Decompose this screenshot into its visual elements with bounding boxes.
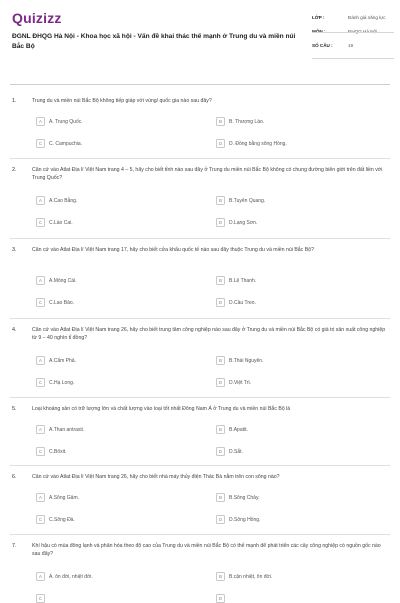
option-letter: D — [216, 139, 225, 148]
question-text: Khí hậu có mùa đông lạnh và phân hóa theo độ cao của Trung du và miền núi Bắc Bộ có thế mạnh để phát triển các cây công nghiệp có nguồn gốc nào sau đây? — [32, 543, 381, 557]
question-text: Trung du và miền núi Bắc Bộ không tiếp giáp với vùng/ quốc gia nào sau đây? — [32, 98, 212, 104]
option-text: C.Bôxit. — [49, 448, 67, 455]
option-letter: D — [216, 515, 225, 524]
option-text: B.Sông Chảy. — [229, 494, 260, 501]
option-b[interactable] — [216, 572, 272, 581]
option-b[interactable] — [216, 493, 259, 502]
option-text: C. Campuchia. — [49, 140, 83, 147]
option-d[interactable] — [216, 139, 287, 148]
option-text: D.Sông Hồng. — [229, 516, 261, 523]
option-letter: A — [36, 572, 45, 581]
meta-label: SỐ CÂU : — [312, 43, 333, 48]
option-text: A.Cẩm Phả. — [49, 357, 76, 364]
option-letter: C — [36, 594, 45, 603]
meta-row-count — [312, 43, 394, 49]
option-letter: D — [216, 218, 225, 227]
meta-divider — [312, 58, 394, 59]
option-letter: C — [36, 378, 45, 387]
option-c[interactable] — [36, 594, 49, 603]
option-a[interactable] — [36, 425, 84, 434]
worksheet-title: ĐGNL ĐHQG Hà Nội - Khoa học xã hội - Vấn đề khai thác thế mạnh ở Trung du và miền núi Bắc Bộ — [12, 33, 296, 50]
option-letter: A — [36, 117, 45, 126]
option-c[interactable] — [36, 298, 74, 307]
option-c[interactable] — [36, 515, 75, 524]
option-c[interactable] — [36, 378, 74, 387]
option-a[interactable] — [36, 572, 93, 581]
option-a[interactable] — [36, 356, 76, 365]
option-letter: C — [36, 515, 45, 524]
option-text: D.Lạng Sơn. — [229, 219, 258, 226]
option-b[interactable] — [216, 276, 256, 285]
question-number: 6. — [12, 474, 17, 480]
option-text: B.Lệ Thanh. — [229, 277, 257, 284]
option-a[interactable] — [36, 117, 83, 126]
question-text: Căn cứ vào Atlat Địa lí Việt Nam trang 4 – 5, hãy cho biết tỉnh nào sau đây ở Trung du miền núi Bắc Bộ không có chung đường biên giới trên đất liền với Trung Quốc? — [32, 167, 383, 181]
quizizz-logo: Quizizz — [12, 10, 62, 26]
question-number: 7. — [12, 543, 17, 549]
option-text: C.Hạ Long. — [49, 379, 75, 386]
option-text: D. Đồng bằng sông Hồng. — [229, 140, 287, 147]
option-letter: C — [36, 298, 45, 307]
option-c[interactable] — [36, 139, 82, 148]
option-text: A.Sông Gâm. — [49, 494, 80, 501]
option-letter: B — [216, 356, 225, 365]
question-number: 5. — [12, 406, 17, 412]
option-text: C.Lào Cai. — [49, 219, 73, 226]
option-letter: D — [216, 298, 225, 307]
option-a[interactable] — [36, 493, 79, 502]
question-divider — [10, 238, 390, 239]
option-letter: A — [36, 196, 45, 205]
option-text: A.Than antraxit. — [49, 426, 85, 433]
option-letter: D — [216, 378, 225, 387]
option-d[interactable] — [216, 594, 229, 603]
option-d[interactable] — [216, 378, 251, 387]
meta-label: LỚP : — [312, 15, 325, 20]
option-text: D.Sắt. — [229, 448, 243, 455]
option-text: D.Việt Trì. — [229, 379, 252, 386]
question-number: 4. — [12, 327, 17, 333]
question-divider — [10, 534, 390, 535]
question-text: Căn cứ vào Atlat Địa lí Việt Nam trang 17, hãy cho biết cửa khẩu quốc tế nào sau đây thuộc Trung du và miền núi Bắc Bộ? — [32, 247, 314, 253]
option-a[interactable] — [36, 276, 77, 285]
option-c[interactable] — [36, 447, 67, 456]
option-c[interactable] — [36, 218, 73, 227]
option-letter: B — [216, 196, 225, 205]
option-letter: C — [36, 139, 45, 148]
question-text: Căn cứ vào Atlat Địa lí Việt Nam trang 26, hãy cho biết trung tâm công nghiệp nào sau đây ở Trung du và miền núi Bắc Bộ có giá trị sản xuất công nghiệp từ 9 – 40 nghìn tỉ đồng? — [32, 327, 386, 341]
question-number: 2. — [12, 167, 17, 173]
option-text: B. Thượng Lào. — [229, 118, 265, 125]
option-text: A.Móng Cái. — [49, 277, 77, 284]
option-d[interactable] — [216, 447, 243, 456]
option-letter: A — [36, 493, 45, 502]
option-letter: B — [216, 276, 225, 285]
option-letter: D — [216, 594, 225, 603]
option-a[interactable] — [36, 196, 77, 205]
option-d[interactable] — [216, 298, 256, 307]
option-letter: D — [216, 447, 225, 456]
option-letter: A — [36, 425, 45, 434]
option-text: B.Thái Nguyên. — [229, 357, 264, 364]
option-letter: A — [36, 276, 45, 285]
meta-divider — [312, 32, 394, 33]
meta-row-class — [312, 15, 394, 21]
option-letter: A — [36, 356, 45, 365]
option-letter: B — [216, 117, 225, 126]
option-text: C.Sông Đà. — [49, 516, 75, 523]
question-text: Căn cứ vào Atlat Địa lí Việt Nam trang 26, hãy cho biết nhà máy thủy điện Thác Bà nằm trên con sông nào? — [32, 474, 280, 480]
option-text: B.Tuyên Quang. — [229, 197, 266, 204]
option-text: A. Trung Quốc. — [49, 118, 83, 125]
question-text: Loại khoáng sản có trữ lượng lớn và chất lượng vào loại tốt nhất Đông Nam Á ở Trung du và miền núi Bắc Bộ là — [32, 406, 291, 412]
option-b[interactable] — [216, 425, 248, 434]
option-letter: B — [216, 425, 225, 434]
option-letter: B — [216, 572, 225, 581]
option-d[interactable] — [216, 218, 257, 227]
option-letter: C — [36, 218, 45, 227]
option-text: C.Lao Bảo. — [49, 299, 75, 306]
option-text: B.Apatit. — [229, 426, 248, 433]
question-number: 3. — [12, 247, 17, 253]
option-text: D.Cầu Treo. — [229, 299, 256, 306]
option-text: A.Cao Bằng. — [49, 197, 78, 204]
question-divider — [10, 318, 390, 319]
option-d[interactable] — [216, 515, 260, 524]
meta-value: Đánh giá năng lực — [348, 15, 386, 20]
option-b[interactable] — [216, 196, 265, 205]
question-number: 1. — [12, 98, 17, 104]
question-divider — [10, 397, 390, 398]
option-b[interactable] — [216, 356, 263, 365]
question-divider — [10, 465, 390, 466]
meta-value: 19 — [348, 43, 354, 48]
header-divider — [10, 84, 390, 85]
option-letter: C — [36, 447, 45, 456]
option-b[interactable] — [216, 117, 264, 126]
option-text: B.cận nhiệt, ôn đới. — [229, 573, 273, 580]
option-letter: B — [216, 493, 225, 502]
option-text: A. ôn đới, nhiệt đới. — [49, 573, 93, 580]
question-divider — [10, 158, 390, 159]
worksheet-meta — [312, 15, 394, 52]
